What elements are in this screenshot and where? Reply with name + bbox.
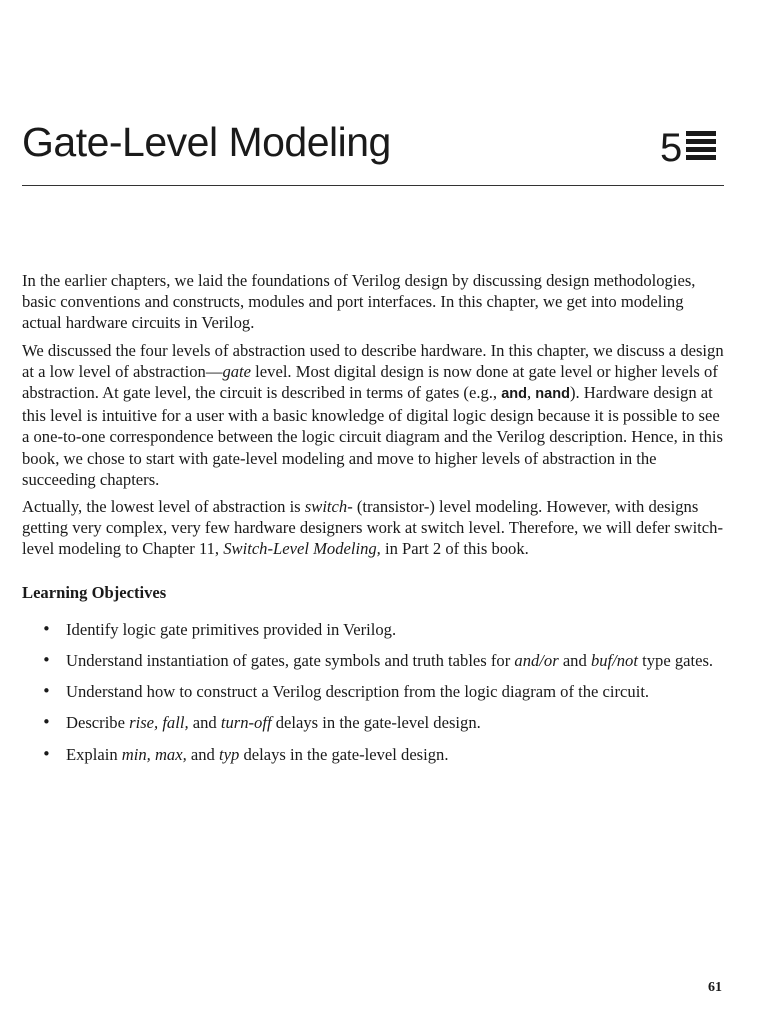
chapter-number: 5 (660, 126, 683, 170)
objective-term: min, max, (121, 744, 187, 764)
switch-term: switch- (304, 497, 353, 517)
chapter-bars-icon (686, 131, 716, 163)
intro-paragraph (22, 270, 727, 334)
bullet-icon: • (42, 713, 51, 732)
abstraction-comma: , (527, 383, 536, 403)
objective-term: and/or (514, 651, 559, 671)
objective-term: buf/not (590, 651, 638, 671)
objective-text: Understand instantiation of gates, gate symbols and truth tables for (66, 651, 515, 671)
list-item (22, 712, 727, 733)
switch-text-b: (transistor-) level modeling. However, with designs getting very complex, very few hardware designers work at switch level. Therefore, we will defer switch-level modeling to Chapter 11, (22, 497, 723, 559)
objective-text: and (558, 651, 591, 671)
learning-objectives-list (22, 619, 727, 765)
chapter-title: Gate-Level Modeling (22, 119, 391, 165)
objective-term: turn-off (220, 713, 272, 733)
abstraction-text-a: We discussed the four levels of abstraction used to describe hardware. In this chapter, we discuss a design at a low level of abstraction— (22, 340, 724, 381)
learning-objectives-heading: Learning Objectives (22, 582, 167, 602)
objective-text: Explain (66, 744, 122, 764)
objective-text: delays in the gate-level design. (239, 744, 449, 764)
bullet-icon: • (42, 651, 51, 670)
objective-text: Describe (66, 713, 130, 733)
abstraction-text-c: ). Hardware design at this level is intuitive for a user with a basic knowledge of digital logic design because it is possible to see a one-to-one correspondence between the logic circuit diagram and the Verilog description. Hence, in this book, we chose to start with gate-level modeling and move to higher levels of abstraction in the succeeding chapters. (22, 383, 723, 489)
objective-text: type gates. (637, 651, 714, 671)
bullet-icon: • (42, 744, 51, 763)
list-item (22, 619, 727, 640)
list-item (22, 650, 727, 671)
objective-text: Understand how to construct a Verilog description from the logic diagram of the circuit. (66, 682, 650, 702)
bullet-icon: • (42, 682, 51, 701)
switch-text-a: Actually, the lowest level of abstraction is (22, 497, 305, 517)
objective-text: and (186, 744, 220, 764)
objective-text: and (188, 713, 221, 733)
gate-term: gate (222, 361, 252, 381)
chapter-body (22, 270, 727, 775)
title-divider (22, 185, 724, 186)
list-item (22, 744, 727, 765)
chapter-number-block (660, 128, 716, 168)
objective-term: typ (219, 744, 240, 764)
bullet-icon: • (42, 619, 51, 638)
objective-text: Identify logic gate primitives provided in Verilog. (66, 619, 397, 639)
abstraction-text-b: level. Most digital design is now done at gate level or higher levels of abstraction. At gate level, the circuit is described in terms of gates (e.g., (22, 361, 718, 403)
objective-term: rise, fall, (129, 713, 189, 733)
abstraction-paragraph (22, 340, 727, 490)
and-keyword: and (501, 386, 527, 403)
objective-text: delays in the gate-level design. (271, 713, 481, 733)
intro-text: In the earlier chapters, we laid the foundations of Verilog design by discussing design methodologies, basic conventions and constructs, modules and port interfaces. In this chapter, we get into modeling actual hardware circuits in Verilog. (22, 271, 696, 333)
list-item (22, 681, 727, 702)
switch-text-c: in Part 2 of this book. (380, 539, 529, 559)
switch-level-paragraph (22, 496, 727, 560)
chapter-reference: Switch-Level Modeling, (223, 539, 381, 559)
nand-keyword: nand (535, 386, 570, 403)
page-number: 61 (708, 980, 722, 995)
